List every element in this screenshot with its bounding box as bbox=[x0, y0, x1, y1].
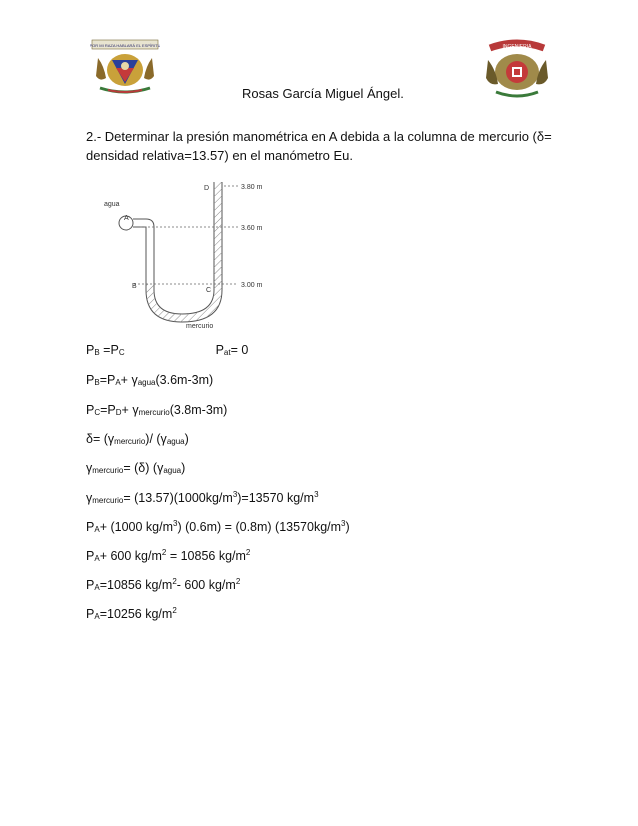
label-c: C bbox=[206, 287, 212, 294]
equation-pa-sum: $P_A+ (1000$ $kg/m^3$) (0.6m) = (0.8m) $(13570kg/m^3)$ bbox=[86, 519, 350, 534]
equation-pb: $P_B=P_A+ \gamma_{agua}(3.6m-3m)$ bbox=[86, 373, 214, 387]
level-3-80: 3.80 m bbox=[241, 184, 263, 191]
label-agua: agua bbox=[104, 201, 120, 208]
problem-statement: 2.- Determinar la presión manométrica en A debida a la columna de mercurio (δ= densidad relativa=13.57) en el manómetro Eu. bbox=[86, 129, 552, 163]
equation-pc: $P_C=P_D+ \gamma_{mercurio}(3.8m-3m)$ bbox=[86, 403, 228, 417]
equation-pa-600: $P_A+ 600$ $kg/m^2 = 10856$ $kg/m^2$ bbox=[86, 548, 251, 563]
logo-right-banner-text: INGENIERIA bbox=[502, 44, 532, 50]
level-3-00: 3.00 m bbox=[241, 282, 263, 289]
label-a: A bbox=[124, 215, 129, 222]
manometer-diagram bbox=[98, 178, 280, 328]
label-d: D bbox=[204, 185, 210, 192]
label-b: B bbox=[132, 283, 137, 290]
equation-pb-pc: $P_B =P_C$ $P_{at}= 0$ bbox=[86, 343, 249, 357]
equation-pa-diff: $P_A=10856$ $kg/m^2-$ 600 $kg/m^2$ bbox=[86, 577, 241, 592]
equation-delta: $\delta= (\gamma_{mercurio})/$ $(\gamma_{agua})$ bbox=[86, 432, 189, 446]
author-name: Rosas García Miguel Ángel. bbox=[242, 86, 404, 101]
logo-left-banner-text: POR MI RAZA HABLARÁ EL ESPÍRITU bbox=[90, 43, 160, 48]
equation-gamma-value: $\gamma_{mercurio}= (13.57)(1000kg/m^3)=13570$ $kg/m^3$ bbox=[86, 490, 319, 505]
label-mercurio: mercurio bbox=[186, 323, 214, 328]
mercury-column bbox=[146, 182, 222, 322]
unam-logo bbox=[90, 38, 160, 98]
level-3-60: 3.60 m bbox=[241, 225, 263, 232]
equation-gamma-mercurio: $\gamma_{mercurio}= (\delta)$ $(\gamma_{agua})$ bbox=[86, 461, 186, 475]
ingenieria-logo bbox=[484, 38, 550, 100]
equation-pa-result: $P_A=10256$ $kg/m^2$ bbox=[86, 606, 177, 621]
